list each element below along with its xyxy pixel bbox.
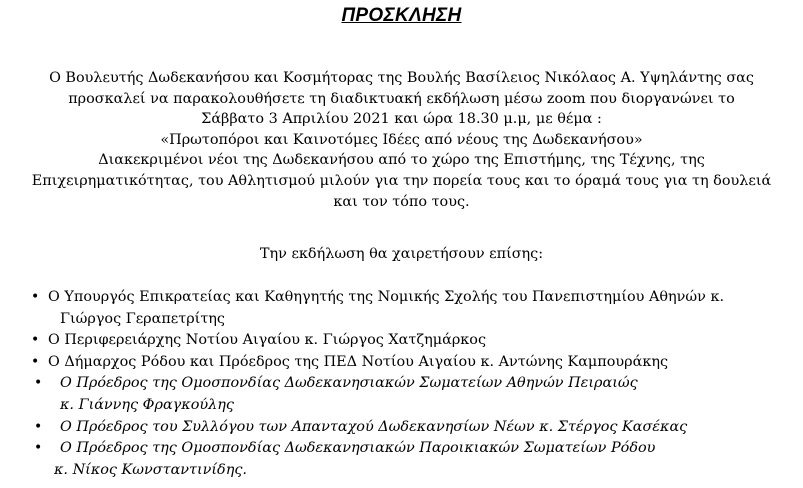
list-item-line: Ο Δήμαρχος Ρόδου και Πρόεδρος της ΠΕΔ Νοτίου Αιγαίου κ. Αντώνης Καμπουράκης [48, 353, 669, 370]
intro-line: και τον τόπο τους. [333, 193, 470, 210]
intro-paragraph [0, 68, 803, 212]
bullet-icon: • [31, 332, 40, 349]
list-item [0, 373, 803, 416]
list-item-line: Ο Υπουργός Επικρατείας και Καθηγητής της Νομικής Σχολής του Πανεπιστημίου Αθηνών κ. [48, 289, 725, 305]
intro-line: Διακεκριμένοι νέοι της Δωδεκανήσου από το χώρο της Επιστήμης, της Τέχνης, της [98, 152, 705, 169]
bullet-icon: • [34, 375, 43, 392]
list-item-line: Ο Πρόεδρος του Συλλόγου των Απανταχού Δωδεκανησίων Νέων κ. Στέργος Κασέκας [60, 418, 688, 435]
bullet-icon: • [31, 353, 40, 370]
list-item [0, 417, 803, 439]
list-item [0, 287, 803, 330]
list-item-line: Ο Πρόεδρος της Ομοσπονδίας Δωδεκανησιακών Παροικιακών Σωματείων Ρόδου [60, 440, 656, 457]
speakers-list [0, 287, 803, 481]
list-item [0, 438, 803, 481]
document-title: ΠΡΟΣΚΛΗΣΗ [341, 5, 462, 26]
list-item-line: Ο Πρόεδρος της Ομοσπονδίας Δωδεκανησιακών Σωματείων Αθηνών Πειραιώς [60, 375, 638, 392]
intro-line: Σάββατο 3 Απριλίου 2021 και ώρα 18.30 μ.μ, με θέμα : [201, 111, 602, 128]
list-item-line: Ο Περιφερειάρχης Νοτίου Αιγαίου κ. Γιώργος Χατζημάρκος [48, 332, 487, 349]
list-item-line: κ. Γιάννης Φραγκούλης [60, 396, 234, 413]
greeting-line: Την εκδήλωση θα χαιρετήσουν επίσης: [259, 246, 544, 262]
intro-line: «Πρωτοπόροι και Καινοτόμες Ιδέες από νέους της Δωδεκανήσου» [160, 131, 643, 148]
list-item [0, 352, 803, 374]
list-item-line: Γιώργος Γεραπετρίτης [60, 310, 225, 327]
bullet-icon: • [34, 440, 43, 457]
list-item [0, 330, 803, 352]
bullet-icon: • [34, 418, 43, 435]
bullet-icon: • [31, 289, 40, 305]
intro-line: Επιχειρηματικότητας, του Αθλητισμού μιλούν για την πορεία τους και το όραμά τους για τη δουλειά [31, 172, 772, 189]
intro-line: Ο Βουλευτής Δωδεκανήσου και Κοσμήτορας της Βουλής Βασίλειος Νικόλαος Α. Υψηλάντης σας [49, 70, 754, 86]
list-item-line: κ. Νίκος Κωνσταντινίδης. [54, 461, 247, 478]
intro-line: προσκαλεί να παρακολουθήσετε τη διαδικτυακή εκδήλωση μέσω zoom που διοργανώνει το [68, 90, 735, 107]
